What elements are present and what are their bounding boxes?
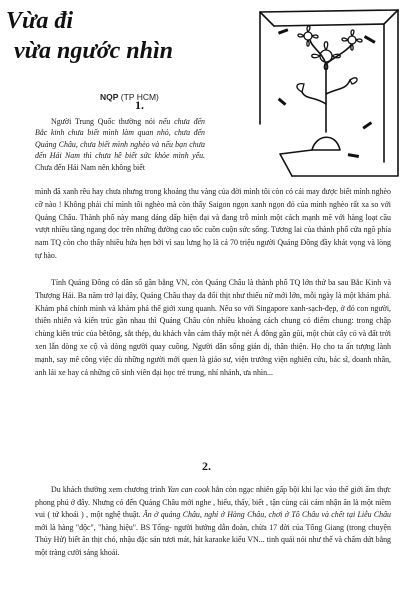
p2-text: Tỉnh Quảng Đông có dân số gần bằng VN, còn Quảng Châu là thành phố TQ lớn thứ ba sau Bắc Kinh và Thượng Hải. Ba năm trở lại đây, Quảng Châu thay da đổi thịt như thiếu nữ mới lớn, mỗi ngày là một khám phá. Khám phá chính mình và khám phá thế giới xung quanh. Nếu so với Singapore xanh-sạch-đẹp, ở đó con người, thiên nhiên và kiến trúc gần nhau thì Quảng Châu còn nhiều khoảng cách chung có điểm chung: trong chập chùng kiến trúc của bêtông, sắt thép, du khách vẫn cảm thấy một nét Á đông gần gũi, một chút cây cỏ và đất trời xen lẫn dòng xe cộ và dòng người quay cuồng. Người dân sống giản dị, thân thiện. Họ cho ta ấn tượng lành mạnh, say mê công việc dù những người mới quen là giáo sư, viện trưởng viện nghiên cứu, bác sĩ, doanh nhân, anh lái xe hay cả những cô sinh viên đại học trẻ trung, nhí nhảnh, ưa nhìn...	[35, 278, 391, 377]
title-line-2: vừa ngước nhìn	[14, 38, 173, 64]
p3-quote: Ăn ở quảng Châu, nghỉ ở Hàng Châu, chơi ở Tô Châu và chết tại Liễu Châu	[142, 510, 391, 520]
title-line-1: Vừa đi	[6, 8, 74, 34]
article-title	[6, 6, 246, 66]
p1-lead: Người Trung Quốc thường nói	[51, 117, 156, 126]
byline	[100, 92, 159, 102]
section-1-paragraph-1-rest: mình đã xanh rêu hay chưa nhưng trong khoảng thu vàng của đời mình tôi còn có cái may được biết mình nghèo cỡ nào ! Không phải chỉ mình tôi nghèo mà còn thấy Saigon ngọn xanh ngọn đỏ của mình nghèo rất xa so với Quảng Châu. Thành phố này mang dáng dấp hiện đại và đang trỗ mình một cách mạnh mẽ với hàng loạt cầu vượt nhiều tầng ngang dọc trên những đường cao tốc cuồn cuộn sức sống. Tương lai của thành phố cửa ngõ phía nam TQ còn cho thấy nhiều hứa hẹn bởi vì sau lưng họ là cả 70 triệu người Quảng Đông đầy khát vọng và lòng tự hào.	[35, 187, 391, 260]
p3-a: Du khách thường xem chương trình	[51, 485, 166, 494]
p1-quote: nếu chưa đến Bắc kinh chưa biết mình làm quan nhỏ, chưa đến Quảng Châu, chưa biết mình nghèo và nếu bạn chưa đến Hải Nam thì chưa hề biết sức khỏe mình yếu.	[35, 117, 205, 161]
section-1-number: 1.	[135, 98, 144, 112]
p1-mid: Chưa đến Hải Nam nên không biết	[35, 162, 145, 172]
author-name: NQP	[100, 92, 119, 102]
author-place: (TP HCM)	[120, 92, 159, 102]
section-2-paragraph-1	[35, 484, 391, 560]
section-1-paragraph-2	[35, 277, 391, 379]
window-flower-illustration	[252, 4, 402, 184]
section-1-paragraph-1-opening	[35, 116, 205, 173]
section-2-number: 2.	[202, 459, 211, 473]
p3-b: hẳn còn ngạc nhiên gấp bội khi lạc vào thế giới ẩm thực phong phú ở đây. Nhưng có đến Quảng Châu mới nghe , hiểu, thấy, biết , tận cùng cái cảm nhận ăn là một niềm vui ( tứ khoái ) , một nghệ thuật.	[35, 485, 391, 520]
p3-show: Yan can cook	[167, 485, 210, 494]
p3-c: mới là hàng "độc", "hàng hiệu". BS Tống- người hướng dẫn đoàn, chừa 17 đời của Tống Giang (trong chuyện Thủy Hử) biết ăn thịt chó, nhậu đặc sản tươi mát, hát karaoke kiểu VN... tinh quái nói như thế và chấm dứt bằng một tràng cười sảng khoái.	[35, 522, 391, 557]
